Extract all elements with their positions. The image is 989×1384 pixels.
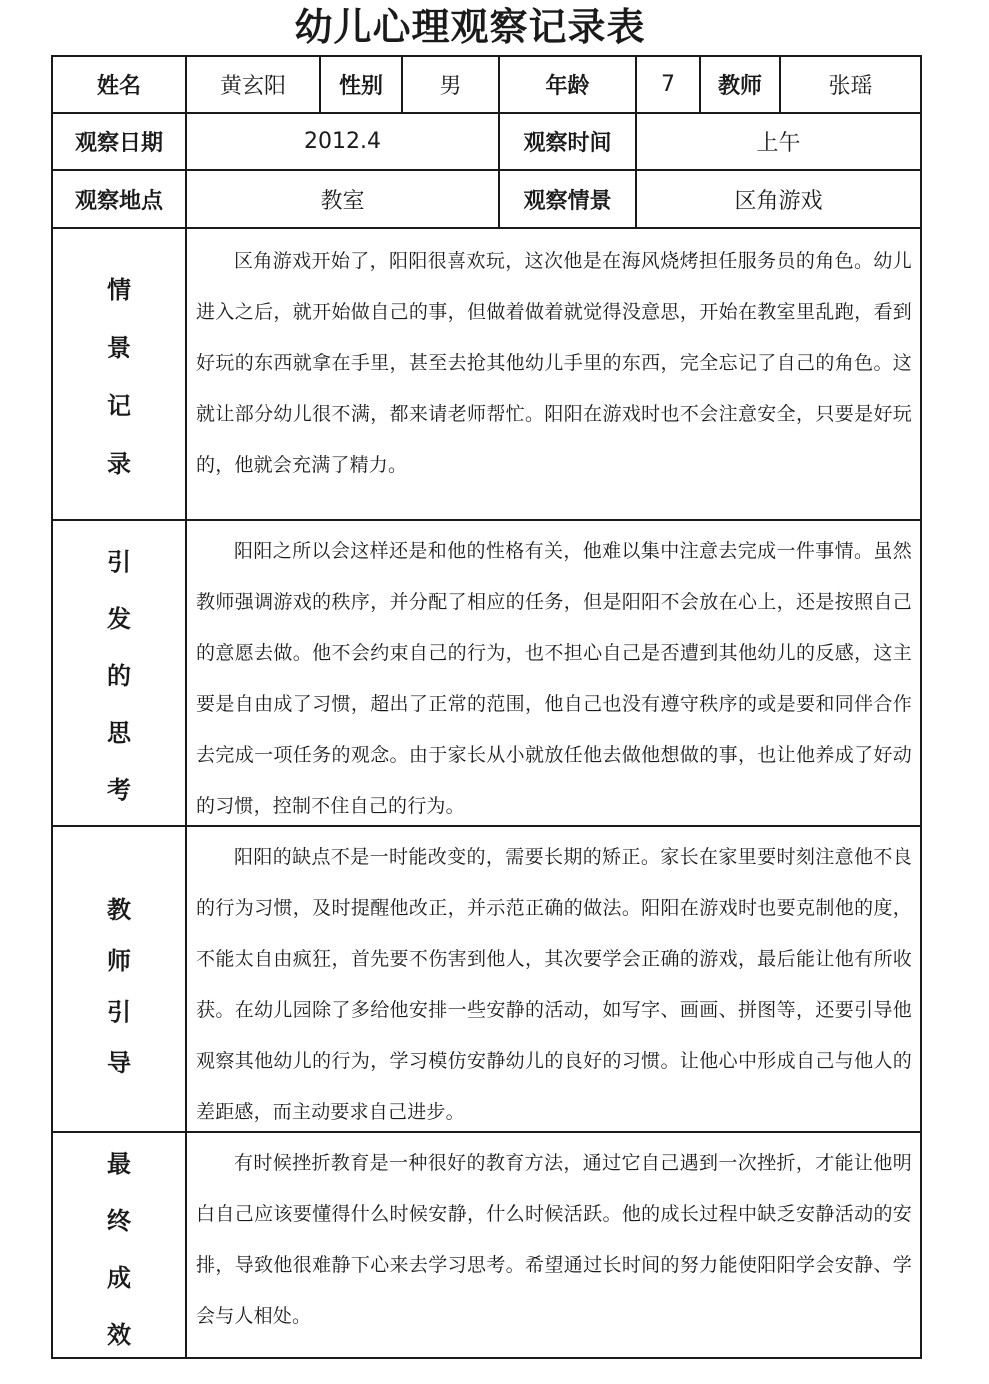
label-char: 教 — [107, 896, 131, 924]
name-label: 姓名 — [96, 74, 141, 99]
teacher-value: 张瑶 — [828, 74, 873, 99]
date-label: 观察日期 — [74, 131, 163, 156]
date-value: 2012.4 — [304, 129, 381, 154]
label-char: 引 — [107, 548, 131, 576]
name-value: 黄玄阳 — [219, 74, 286, 99]
gender-value: 男 — [439, 74, 462, 99]
label-char: 效 — [107, 1321, 131, 1349]
section-text-scene-record: 区角游戏开始了，阳阳很喜欢玩，这次他是在海风烧烤担任服务员的角色。幼儿进入之后，就开始做自己的事，但做着做着就觉得没意思，开始在教室里乱跑，看到好玩的东西就拿在手里，甚至去抢其他幼儿手里的东西，完全忘记了自己的角色。这就让部分幼儿很不满，都来请老师帮忙。阳阳在游戏时也不会注意安全，只要是好玩的，他就会充满了精力。 — [196, 250, 912, 476]
label-char: 导 — [107, 1049, 131, 1077]
label-char: 发 — [107, 605, 131, 633]
row-divider — [51, 519, 922, 521]
section-label-reflection — [52, 542, 186, 827]
section-text-teacher-guidance: 阳阳的缺点不是一时能改变的，需要长期的矫正。家长在家里要时刻注意他不良的行为习惯，及时提醒他改正，并示范正确的做法。阳阳在游戏时也要克制他的度，不能太自由疯狂，首先要不伤害到他人，其次要学会正确的游戏，最后能让他有所收获。在幼儿园除了多给他安排一些安静的活动，如写字、画画、拼图等，还要引导他观察其他幼儿的行为，学习模仿安静幼儿的良好的习惯。让他心中形成自己与他人的差距感，而主动要求自己进步。 — [196, 846, 912, 1123]
section-text-final-result: 有时候挫折教育是一种很好的教育方法，通过它自己遇到一次挫折，才能让他明白自己应该要懂得什么时候安静，什么时候活跃。他的成长过程中缺乏安静活动的安排，导致他很难静下心来去学习思考。希望通过长时间的努力能使阳阳学会安静、学会与人相处。 — [196, 1152, 912, 1327]
place-value: 教室 — [320, 188, 365, 214]
row-divider — [51, 227, 922, 229]
label-char: 最 — [107, 1150, 131, 1178]
place-label: 观察地点 — [74, 188, 163, 214]
section-label-final-result — [52, 1144, 186, 1372]
gender-label: 性别 — [338, 74, 383, 99]
label-char: 师 — [107, 947, 131, 975]
section-text-reflection: 阳阳之所以会这样还是和他的性格有关，他难以集中注意去完成一件事情。虽然教师强调游戏的秩序，并分配了相应的任务，但是阳阳不会放在心上，还是按照自己的意愿去做。他不会约束自己的行为，也不担心自己是否遭到其他幼儿的反感，这主要是自由成了习惯，超出了正常的范围，他自己也没有遵守秩序的或是要和同伴合作去完成一项任务的观念。由于家长从小就放任他去做他想做的事，也让他养成了好动的习惯，控制不住自己的行为。 — [196, 540, 912, 817]
label-char: 成 — [107, 1264, 131, 1292]
label-char: 记 — [107, 392, 131, 420]
age-label: 年龄 — [545, 74, 590, 99]
label-char: 录 — [107, 450, 131, 478]
label-char: 情 — [107, 276, 131, 304]
page-title: 幼儿心理观察记录表 — [294, 5, 646, 49]
time-value: 上午 — [756, 131, 801, 156]
label-char: 景 — [107, 334, 131, 362]
time-label: 观察时间 — [523, 131, 612, 156]
label-char: 考 — [107, 776, 131, 804]
section-label-scene-record — [52, 270, 186, 502]
label-char: 思 — [107, 719, 131, 747]
scene-label: 观察情景 — [523, 188, 612, 214]
section-label-teacher-guidance — [52, 890, 186, 1094]
label-char: 引 — [107, 998, 131, 1026]
scene-value: 区角游戏 — [734, 188, 823, 214]
table-border-right — [920, 55, 922, 1359]
age-value: 7 — [661, 72, 675, 97]
label-char: 的 — [107, 662, 131, 690]
label-char: 终 — [107, 1207, 131, 1235]
teacher-label: 教师 — [717, 74, 762, 99]
